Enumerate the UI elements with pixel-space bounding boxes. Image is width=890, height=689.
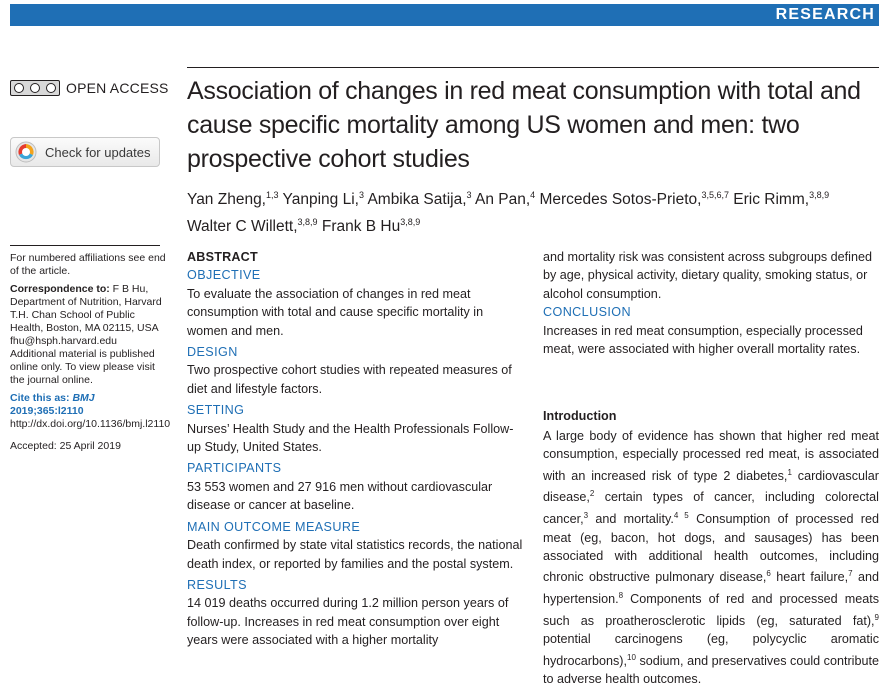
results-text-continued: and mortality risk was consistent across subgroups defined by age, physical activity, dietary quality, smoking status, or alcohol consumption.: [543, 250, 872, 301]
accepted-date: Accepted: 25 April 2019: [10, 440, 121, 452]
objective-text: To evaluate the association of changes in red meat consumption with total and cause specific mortality in women and men.: [187, 286, 484, 338]
design-heading: DESIGN: [187, 345, 238, 360]
author-affiliation: 3: [358, 190, 364, 200]
header-bar: [10, 4, 879, 26]
author[interactable]: Walter C Willett,: [187, 218, 298, 236]
sidebar-info: [10, 252, 170, 458]
reference[interactable]: 7: [848, 569, 853, 579]
setting-text: Nurses’ Health Study and the Health Professionals Follow-up Study, United States.: [187, 421, 514, 455]
introduction-text: A large body of evidence has shown that higher red meat consumption, especially processed red meat, is associated with an increased risk of type 2 diabetes,$^1$ cardiovascular disease,$^2$ certain types of cancer, including colorectal cancer,$^3$ and mortality.$^{4 5}$ Consumption of processed red meat (eg, bacon, hot dogs, and sausages) has been associated with additional health outcomes, including chronic obstructive pulmonary disease,$^6$ heart failure,$^7$ and hypertension.$^8$ Components of red and processed meats such as proatherosclerotic lipids (eg, saturated fat),$^9$ potential carcinogens (eg, polycyclic aromatic hydrocarbons),$^{10}$ sodium, and preservatives could contribute to adverse health outcomes.: [543, 429, 880, 687]
author[interactable]: Eric Rimm,: [733, 191, 810, 209]
conclusion-text: Increases in red meat consumption, especially processed meat, were associated with higher overall mortality rates.: [543, 323, 863, 357]
correspondence: [10, 283, 170, 387]
reference[interactable]: 4 5: [673, 511, 689, 520]
open-access: [10, 79, 169, 97]
reference[interactable]: 1: [787, 467, 792, 477]
reference[interactable]: 10: [627, 652, 636, 662]
reference[interactable]: 6: [766, 569, 771, 579]
author-affiliation: 3,8,9: [297, 217, 318, 228]
cite-journal: BMJ: [72, 392, 95, 404]
participants-text: 53 553 women and 27 916 men without cardiovascular disease or cancer at baseline.: [187, 479, 493, 513]
check-updates-label: Check for updates: [45, 144, 151, 160]
author[interactable]: Yan Zheng,: [187, 191, 266, 209]
article-title: Association of changes in red meat consumption with total and cause specific mortality among US women and men: two prospective cohort studies: [187, 77, 861, 173]
sidebar-rule: [10, 245, 160, 246]
additional-material-note: Additional material is published online only. To view please visit the journal online.: [10, 348, 155, 386]
design-text: Two prospective cohort studies with repeated measures of diet and lifestyle factors.: [187, 363, 512, 396]
section-label: RESEARCH: [775, 6, 875, 23]
reference[interactable]: 9: [874, 612, 879, 622]
correspondence-name: F B Hu,: [109, 283, 149, 295]
cite-reference: 2019;365:l2110: [10, 405, 84, 417]
doi-link[interactable]: http://dx.doi.org/10.1136/bmj.l2110: [10, 418, 171, 430]
correspondence-email[interactable]: fhu@hsph.harvard.edu: [10, 335, 117, 347]
correspondence-address: Department of Nutrition, Harvard T.H. Chan School of Public Health, Boston, MA 02115, USA: [10, 296, 162, 334]
title-rule: [187, 67, 879, 68]
results-heading: RESULTS: [187, 577, 247, 592]
author-affiliation: 1,3: [266, 190, 279, 200]
correspondence-label: Correspondence to:: [10, 283, 110, 295]
check-updates-icon: [15, 141, 37, 163]
results-text: 14 019 deaths occurred during 1.2 million person years of follow-up. Increases in red meat consumption over eight years were associated with a higher mortality: [187, 596, 509, 648]
author-affiliation: 3,8,9: [809, 190, 830, 200]
author[interactable]: Frank B Hu: [321, 218, 401, 236]
reference[interactable]: 8: [618, 591, 624, 600]
reference[interactable]: 3: [583, 511, 589, 520]
author-affiliation: 3: [466, 190, 472, 200]
author-affiliation: 4: [530, 190, 536, 200]
author-affiliation: 3,5,6,7: [701, 190, 729, 200]
author[interactable]: An Pan,: [474, 191, 531, 209]
conclusion-heading: CONCLUSION: [543, 305, 631, 320]
author-affiliation: 3,8,9: [400, 217, 421, 228]
abstract-continued: [543, 248, 879, 358]
outcome-text: Death confirmed by state vital statistics records, the national death index, or reported by families and the postal system.: [187, 538, 523, 571]
author[interactable]: Ambika Satija,: [367, 191, 467, 209]
author[interactable]: Yanping Li,: [282, 191, 359, 209]
introduction-heading: Introduction: [543, 409, 617, 423]
abstract-heading: ABSTRACT: [187, 250, 258, 264]
citation: [10, 392, 170, 431]
reference[interactable]: 2: [589, 489, 595, 499]
cite-label: Cite this as:: [10, 392, 70, 404]
cc-license-icon: [10, 80, 60, 96]
author[interactable]: Mercedes Sotos-Prieto,: [539, 191, 702, 209]
open-access-label: OPEN ACCESS: [66, 80, 169, 96]
objective-heading: OBJECTIVE: [187, 268, 261, 283]
setting-heading: SETTING: [187, 403, 245, 418]
check-for-updates-button[interactable]: [10, 137, 160, 167]
outcome-heading: MAIN OUTCOME MEASURE: [187, 519, 361, 534]
abstract-column: [187, 248, 527, 653]
participants-heading: PARTICIPANTS: [187, 461, 282, 476]
affiliations-note: For numbered affiliations see end of the article.: [10, 252, 166, 277]
author-list: [187, 184, 879, 238]
